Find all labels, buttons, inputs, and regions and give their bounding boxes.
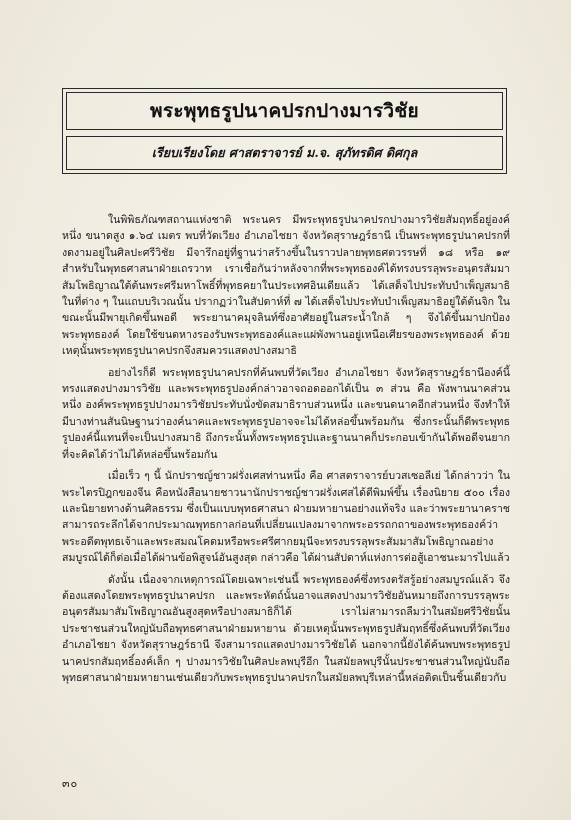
article-body: [62, 212, 510, 686]
author-byline: เรียบเรียงโดย ศาสตราจารย์ ม.จ. สุภัทรดิศ ดิศกุล: [151, 145, 418, 160]
title-frame: [62, 88, 507, 174]
title-cell: [66, 92, 503, 130]
title-frame-inner: [66, 92, 503, 170]
article-title: พระพุทธรูปนาคปรกปางมารวิชัย: [150, 100, 419, 122]
paragraph-4: ดังนั้น เนื่องจากเหตุการณ์โดยเฉพาะเช่นนี้ พระพุทธองค์ซึ่งทรงตรัสรู้อย่างสมบูรณ์แล้ว จึงต้องแสดงโดยพระพุทธรูปนาคปรก และพระหัตถ์นั้นอาจแสดงปางมารวิชัยอันหมายถึงการบรรลุพระอนุตรสัมมาสัมโพธิญาณอันสูงสุดหรือปางสมาธิก็ได้ เราไม่สามารถลืมว่าในสมัยศรีวิชัยนั้น ประชาชนส่วนใหญ่นับถือพุทธศาสนาฝ่ายมหายาน ด้วยเหตุนั้นพระพุทธรูปสัมฤทธิ์ซึ่งค้นพบที่วัดเวียง อำเภอไชยา จังหวัดสุราษฎร์ธานี จึงสามารถแสดงปางมารวิชัยได้ นอกจากนี้ยังได้ค้นพบพระพุทธรูปนาคปรกสัมฤทธิ์องค์เล็ก ๆ ปางมารวิชัยในศิลปะลพบุรีอีก ในสมัยลพบุรีนั้นประชาชนส่วนใหญ่นับถือพุทธศาสนาฝ่ายมหายานเช่นเดียวกับพระพุทธรูปนาคปรกในสมัยลพบุรีเหล่านี้หล่อติดเป็นชิ้นเดียวกับ: [62, 573, 510, 684]
page-number: ๓๐: [62, 777, 79, 790]
paragraph-2: อย่างไรก็ดี พระพุทธรูปนาคปรกที่ค้นพบที่วัดเวียง อำเภอไชยา จังหวัดสุราษฎร์ธานีองค์นี้ ทรงแสดงปางมารวิชัย และพระพุทธรูปองค์กล่าวอาจถอดออกได้เป็น ๓ ส่วน คือ พังพานนาคส่วนหนึ่ง องค์พระพุทธรูปปางมารวิชัยประทับนั่งขัดสมาธิราบส่วนหนึ่ง และขนดนาคอีกส่วนหนึ่ง จึงทำให้มีบางท่านสันนิษฐานว่าองค์นาคและพระพุทธรูปอาจจะไม่ได้หล่อขึ้นพร้อมกัน ซึ่งกระนั้นก็ดีพระพุทธรูปองค์นี้แทนที่จะเป็นปางสมาธิ ถึงกระนั้นทั้งพระพุทธรูปและฐานนาคก็ประกอบเข้ากันได้พอดีจนยากที่จะคิดได้ว่าไม่ได้หล่อขึ้นพร้อมกัน: [62, 366, 510, 461]
paragraph-3: เมื่อเร็ว ๆ นี้ นักปราชญ์ชาวฝรั่งเศสท่านหนึ่ง คือ ศาสตราจารย์บวสเซอลีเย่ ได้กล่าวว่า ในพระไตรปิฎกของจีน คือหนังสือนายชาวนานักปราชญ์ชาวฝรั่งเศสได้ตีพิมพ์ขึ้น เรื่องนิยาย ๕๐๐ เรื่องและนิยายทางด้านศิลธรรม ซึ่งเป็นแบบพุทธศาสนา ฝ่ายมหายานอย่างแท้จริง และว่าพระยานาคราชสามารถระลึกได้จากประมาณพุทธกาลก่อนที่เปลี่ยนแปลงมาจากพระอรรถกถาของพระพุทธองค์ว่า พระอดีตพุทธเจ้าและพระสมณโคดมหรือพระศรีศากยมุนีจะทรงบรรลุพระสัมมาสัมโพธิญาณอย่างสมบูรณ์ได้ก็ต่อเมื่อได้ผ่านข้อพิสูจน์อันสูงสุด กล่าวคือ ได้ผ่านสัปดาห์แห่งการต่อสู้เอาชนะมารไปแล้ว: [62, 470, 510, 565]
paragraph-1: ในพิพิธภัณฑสถานแห่งชาติ พระนคร มีพระพุทธรูปนาคปรกปางมารวิชัยสัมฤทธิ์อยู่องค์หนึ่ง ขนาดสูง ๑.๖๔ เมตร พบที่วัดเวียง อำเภอไชยา จังหวัดสุราษฎร์ธานี เป็นพระพุทธรูปนาคปรกที่งดงามอยู่ในศิลปะศรีวิชัย มีจารึกอยู่ที่ฐานว่าสร้างขึ้นในราวปลายพุทธศตวรรษที่ ๑๘ หรือ ๑๙ สำหรับในพุทธศาสนาฝ่ายเถรวาท เราเชื่อกันว่าหลังจากที่พระพุทธองค์ได้ทรงบรรลุพระอนุตรสัมมาสัมโพธิญาณใต้ต้นพระศรีมหาโพธิ์ที่พุทธคยาในประเทศอินเดียแล้ว ได้เสด็จไปประทับบำเพ็ญสมาธิในที่ต่าง ๆ ในแถบบริเวณนั้น ปรากฏว่าในสัปดาห์ที่ ๗ ได้เสด็จไปประทับบำเพ็ญสมาธิอยู่ใต้ต้นจิก ในขณะนั้นมีพายุเกิดขึ้นพอดี พระยานาคมุจลินท์ซึ่งอาศัยอยู่ในสระน้ำใกล้ ๆ จึงได้ขึ้นมาปกป้องพระพุทธองค์ โดยใช้ขนดหางรองรับพระพุทธองค์และแผ่พังพานอยู่เหนือเศียรของพระพุทธองค์ ด้วยเหตุนั้นพระพุทธรูปนาคปรกจึงสมควรแสดงปางสมาธิ: [62, 214, 510, 358]
author-cell: [66, 136, 503, 170]
